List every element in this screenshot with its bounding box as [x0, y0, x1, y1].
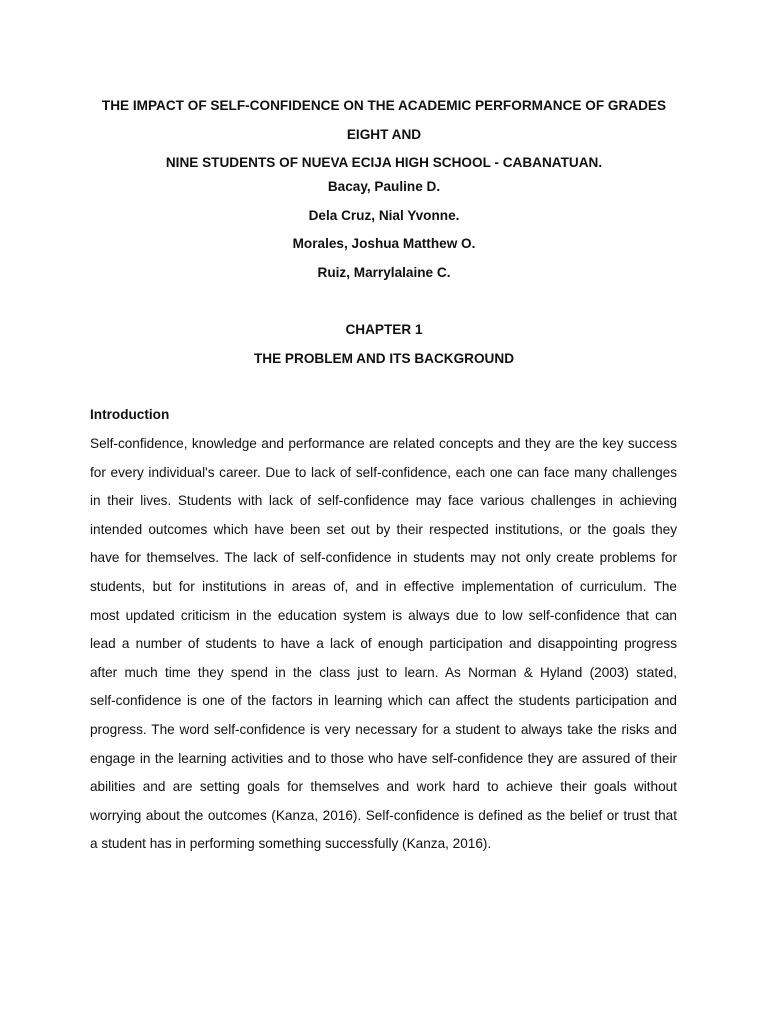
paragraph-line: engage in the learning activities and to those who have self-confidence they are assured of their — [90, 750, 677, 766]
document-title — [88, 92, 680, 178]
title-line: THE IMPACT OF SELF-CONFIDENCE ON THE ACADEMIC PERFORMANCE OF GRADES EIGHT AND — [101, 98, 667, 142]
paragraph-line: Self-confidence, knowledge and performance are related concepts and they are the key success — [90, 436, 677, 451]
paragraph-line: progress. The word self-confidence is very necessary for a student to always take the risks and — [90, 721, 677, 737]
author-name: Morales, Joshua Matthew O. — [292, 236, 476, 252]
paragraph-line: self-confidence is one of the factors in learning which can affect the students participation and — [90, 693, 677, 709]
paragraph-line: students, but for institutions in areas of, and in effective implementation of curriculum. The — [90, 578, 677, 594]
section-heading: Introduction — [90, 407, 170, 422]
title-line: NINE STUDENTS OF NUEVA ECIJA HIGH SCHOOL - CABANATUAN. — [165, 155, 603, 171]
paragraph-line: after much time they spend in the class just to learn. As Norman & Hyland (2003) stated, — [90, 664, 677, 680]
paragraph-line: have for themselves. The lack of self-confidence in students may not only create problems for — [90, 550, 677, 566]
paragraph-line: abilities and are setting goals for themselves and work hard to achieve their goals without — [90, 779, 677, 795]
paragraph-line: worrying about the outcomes (Kanza, 2016). Self-confidence is defined as the belief or trust that — [90, 807, 677, 823]
paragraph-line: in their lives. Students with lack of self-confidence may face various challenges in achieving — [90, 493, 677, 509]
chapter-heading — [88, 316, 680, 373]
author-name: Dela Cruz, Nial Yvonne. — [308, 207, 460, 223]
introduction-paragraph — [90, 430, 677, 859]
chapter-number: CHAPTER 1 — [345, 322, 423, 337]
author-name: Ruiz, Marrylalaine C. — [317, 264, 451, 280]
paragraph-line: intended outcomes which have been set out by their respected institutions, or the goals they — [90, 521, 677, 537]
paragraph-line: a student has in performing something successfully (Kanza, 2016). — [90, 836, 492, 852]
paragraph-line: most updated criticism in the education system is always due to low self-confidence that can — [90, 607, 677, 623]
author-list — [88, 173, 680, 287]
author-name: Bacay, Pauline D. — [327, 179, 441, 194]
paragraph-line: lead a number of students to have a lack of enough participation and disappointing progress — [90, 636, 677, 652]
paragraph-line: for every individual's career. Due to lack of self-confidence, each one can face many challenges — [90, 464, 677, 480]
chapter-title: THE PROBLEM AND ITS BACKGROUND — [253, 350, 515, 366]
